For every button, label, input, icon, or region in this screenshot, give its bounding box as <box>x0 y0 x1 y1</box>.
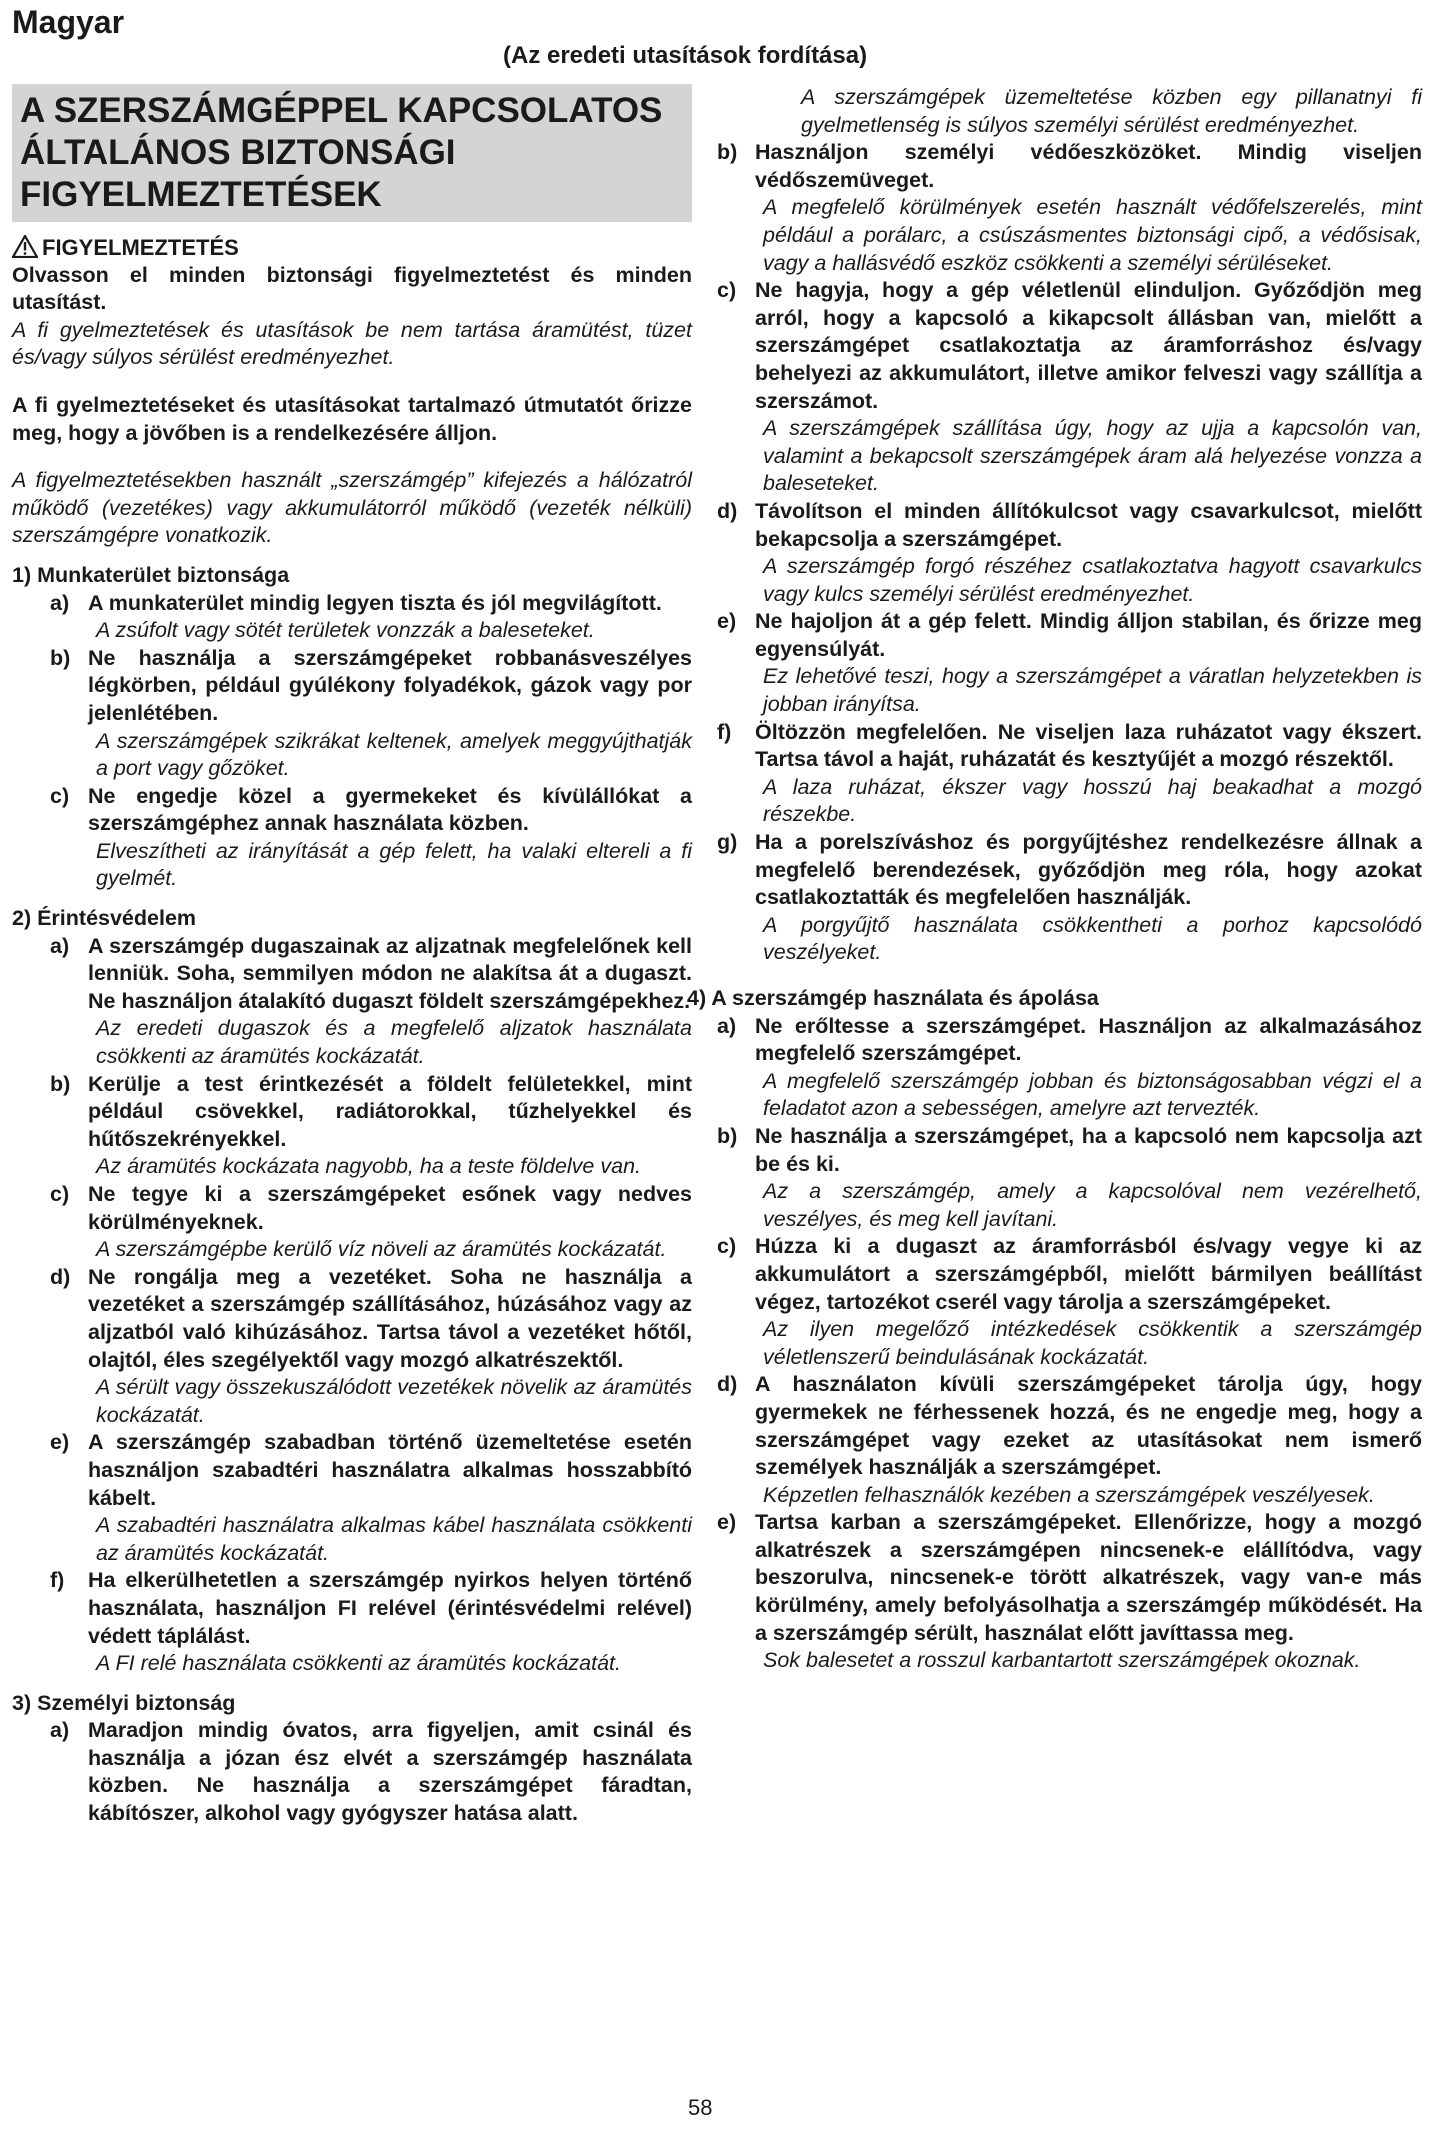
translation-note: (Az eredeti utasítások fordítása) <box>503 42 868 69</box>
list-item <box>717 719 1422 829</box>
warning-heading <box>12 234 692 262</box>
item-bold: Húzza ki a dugaszt az áramforrásból és/vagy vegye ki az akkumulátort a szerszámgépből, mielőtt bármilyen beállítást végez, tartozékot cserél vagy tárolja a szerszámgépeket. <box>755 1234 1422 1314</box>
page-title: A SZERSZÁMGÉPPEL KAPCSOLATOS ÁLTALÁNOS BIZTONSÁGI FIGYELMEZTETÉSEK <box>12 84 692 222</box>
list-item <box>717 1371 1422 1509</box>
item-bold: Kerülje a test érintkezését a földelt felületekkel, mint például csövekkel, radiátorokkal, tűzhelyekkel és hűtőszekrényekkel. <box>88 1071 692 1151</box>
item-label: b) <box>50 1071 71 1096</box>
list-item <box>50 1181 692 1264</box>
item-label: f) <box>717 719 732 744</box>
item-italic: A sérült vagy összekuszálódott vezetékek növelik az áramütés kockázatát. <box>96 1375 692 1427</box>
item-italic: A szerszámgépbe kerülő víz növeli az áramütés kockázatát. <box>96 1237 667 1262</box>
list-item <box>717 608 1422 718</box>
section-heading: 1) Munkaterület biztonsága <box>12 562 290 587</box>
item-italic: Az eredeti dugaszok és a megfelelő aljzatok használata csökkenti az áramütés kockázatát. <box>96 1016 692 1069</box>
item-label: c) <box>717 1234 737 1259</box>
section-heading: 4) A szerszámgép használata és ápolása <box>687 986 1099 1010</box>
item-label: b) <box>50 645 71 670</box>
right-column <box>687 84 1422 1675</box>
list-item <box>717 139 1422 277</box>
item-label: a) <box>50 933 70 958</box>
keep-instructions: A fi gyelmeztetéseket és utasításokat tartalmazó útmutatót őrizze meg, hogy a jövőben is a rendelkezésére álljon. <box>12 392 692 445</box>
item-label: b) <box>717 1123 738 1148</box>
warning-triangle-icon <box>12 235 38 258</box>
list-item <box>50 1567 692 1677</box>
item-bold: Tartsa karban a szerszámgépeket. Ellenőrizze, hogy a mozgó alkatrészek a szerszámgépen nincsenek-e elállítódva, vagy beszorulva, nincsenek-e törött alkatrészek, vagy van-e más körülmény, amely befolyásolhatja a szerszámgép működését. Ha a szerszámgép sérült, használat előtt javíttassa meg. <box>755 1510 1422 1645</box>
item-italic: A szerszámgép forgó részéhez csatlakoztatva hagyott csavarkulcs vagy kulcs személyi sérülést eredményezhet. <box>763 554 1422 606</box>
item-italic: A laza ruházat, ékszer vagy hosszú haj beakadhat a mozgó részekbe. <box>763 774 1422 827</box>
left-column <box>12 84 692 1828</box>
item-italic: A szabadtéri használatra alkalmas kábel használata csökkenti az áramütés kockázatát. <box>96 1513 692 1565</box>
item-bold: Ne rongálja meg a vezetéket. Soha ne használja a vezetéket a szerszámgép szállításához, húzásához vagy az aljzatból való kihúzásához. Tartsa távol a vezetéket hőtől, olajtól, éles szegélyektől vagy mozgó alkatrészektől. <box>88 1264 692 1372</box>
item-bold: Ne engedje közel a gyermekeket és kívülállókat a szerszámgéphez annak használata közben. <box>88 783 692 836</box>
item-italic: A szerszámgépek szállítása úgy, hogy az ujja a kapcsolón van, valamint a bekapcsolt szerszámgépek áram alá helyezése vonzza a baleseteket. <box>763 416 1422 496</box>
list-item <box>50 590 692 645</box>
warning-italic: A fi gyelmeztetések és utasítások be nem tartása áramütést, tüzet és/vagy súlyos sérülést eredményezhet. <box>12 317 692 370</box>
item-label: e) <box>717 609 737 634</box>
item-label: d) <box>717 498 738 523</box>
item-italic: A szerszámgépek üzemeltetése közben egy pillanatnyi fi gyelmetlenség is súlyos személyi sérülést eredményezhet. <box>801 85 1422 137</box>
list-item <box>717 498 1422 608</box>
item-italic: A megfelelő körülmények esetén használt védőfelszerelés, mint például a porálarc, a csúszásmentes biztonsági cipő, a védősisak, vagy a hallásvédő eszköz csökkenti a személyi sérüléseket. <box>763 195 1422 275</box>
warning-heading-text: FIGYELMEZTETÉS <box>42 235 239 260</box>
item-bold: Maradjon mindig óvatos, arra figyeljen, amit csinál és használja a józan ész elvét a szerszámgép használata közben. Ne használja a szerszámgépet fáradtan, kábítószer, alkohol vagy gyógyszer hatása alatt. <box>88 1718 692 1826</box>
language-label: Magyar <box>12 4 125 40</box>
item-label: g) <box>717 830 738 855</box>
list-item <box>50 1071 692 1181</box>
item-label: a) <box>717 1013 737 1038</box>
list-item <box>717 1509 1422 1675</box>
item-italic: Az áramütés kockázata nagyobb, ha a teste földelve van. <box>96 1154 641 1179</box>
item-italic: A porgyűjtő használata csökkentheti a porhoz kapcsolódó veszélyeket. <box>763 912 1422 965</box>
item-italic: A zsúfolt vagy sötét területek vonzzák a baleseteket. <box>96 618 595 643</box>
list-item <box>717 1233 1422 1371</box>
item-label: b) <box>717 140 738 165</box>
item-label: e) <box>717 1510 737 1535</box>
item-italic: Képzetlen felhasználók kezében a szerszámgépek veszélyesek. <box>763 1482 1375 1507</box>
list-item <box>50 933 692 1071</box>
item-label: d) <box>50 1264 71 1289</box>
item-italic: Elveszítheti az irányítását a gép felett, ha valaki eltereli a fi gyelmét. <box>96 838 692 891</box>
item-bold: Öltözzön megfelelően. Ne viseljen laza ruházatot vagy ékszert. Tartsa távol a haját, ruházatát és kesztyűjét a mozgó részektől. <box>755 719 1422 772</box>
item-italic: A megfelelő szerszámgép jobban és biztonságosabban végzi el a feladatot azon a sebességen, amelyre azt tervezték. <box>763 1068 1422 1121</box>
item-label: c) <box>50 783 70 808</box>
list-item <box>717 1013 1422 1123</box>
item-label: d) <box>717 1372 738 1397</box>
item-bold: Ha elkerülhetetlen a szerszámgép nyirkos helyen történő használata, használjon FI relével (érintésvédelmi relével) védett táplálást. <box>88 1568 692 1648</box>
list-item <box>50 1264 692 1430</box>
item-label: a) <box>50 1718 70 1743</box>
section-heading: 3) Személyi biztonság <box>12 1690 236 1715</box>
list-item <box>717 277 1422 498</box>
item-label: c) <box>717 278 737 303</box>
section-heading: 2) Érintésvédelem <box>12 906 197 931</box>
item-italic: A szerszámgépek szikrákat keltenek, amelyek meggyújthatják a port vagy gőzöket. <box>96 728 692 781</box>
list-item <box>50 783 692 893</box>
page-number: 58 <box>688 2095 713 2120</box>
item-bold: Használjon személyi védőeszközöket. Mindig viseljen védőszemüveget. <box>755 140 1422 192</box>
item-bold: A munkaterület mindig legyen tiszta és jól megvilágított. <box>88 590 662 615</box>
list-item <box>50 1429 692 1567</box>
item-bold: A szerszámgép dugaszainak az aljzatnak megfelelőnek kell lenniük. Soha, semmilyen módon ne alakítsa át a dugaszt. Ne használjon átalakító dugaszt földelt szerszámgépekhez. <box>88 933 692 1013</box>
item-bold: Ne hajoljon át a gép felett. Mindig álljon stabilan, és őrizze meg egyensúlyát. <box>755 609 1422 661</box>
term-definition: A figyelmeztetésekben használt „szerszámgép” kifejezés a hálózatról működő (vezetékes) vagy akkumulátorról működő (vezeték nélküli) szerszámgépre vonatkozik. <box>12 468 692 548</box>
warning-bold: Olvasson el minden biztonsági figyelmeztetést és minden utasítást. <box>12 262 692 315</box>
item-bold: Ha a porelszíváshoz és porgyűjtéshez rendelkezésre állnak a megfelelő berendezések, győződjön meg róla, hogy azokat csatlakoztatták és megfelelően használják. <box>755 830 1422 910</box>
item-label: a) <box>50 590 70 615</box>
item-bold: Ne használja a szerszámgépeket robbanásveszélyes légkörben, például gyúlékony folyadékok, gázok vagy por jelenlétében. <box>88 645 692 725</box>
item-italic: Sok balesetet a rosszul karbantartott szerszámgépek okoznak. <box>763 1648 1361 1673</box>
item-italic: Az ilyen megelőző intézkedések csökkentik a szerszámgép véletlenszerű beindulásának kockázatát. <box>763 1317 1422 1369</box>
item-bold: Ne tegye ki a szerszámgépeket esőnek vagy nedves körülményeknek. <box>88 1182 692 1234</box>
item-bold: Távolítson el minden állítókulcsot vagy csavarkulcsot, mielőtt bekapcsolja a szerszámgépet. <box>755 498 1422 551</box>
item-bold: A használaton kívüli szerszámgépeket tárolja úgy, hogy gyermekek ne férhessenek hozzá, és ne engedje meg, hogy a szerszámgépet vagy ezeket az utasításokat nem ismerő személyek használják a szerszámgépet. <box>755 1372 1422 1480</box>
item-italic: Az a szerszámgép, amely a kapcsolóval nem vezérelhető, veszélyes, és meg kell javítani. <box>763 1179 1422 1231</box>
item-bold: Ne hagyja, hogy a gép véletlenül elinduljon. Győződjön meg arról, hogy a kapcsoló a kikapcsolt állásban van, mielőtt a szerszámgépet csatlakoztatja az áramforráshoz és/vagy behelyezi az akkumulátort, illetve amikor felveszi vagy szállítja a szerszámot. <box>755 278 1422 413</box>
item-label: c) <box>50 1182 70 1206</box>
item-label: f) <box>50 1568 65 1593</box>
list-item-continued <box>755 84 1422 139</box>
item-italic: Ez lehetővé teszi, hogy a szerszámgépet a váratlan helyzetekben is jobban irányítsa. <box>763 664 1422 717</box>
item-bold: A szerszámgép szabadban történő üzemeltetése esetén használjon szabadtéri használatra alkalmas hosszabbító kábelt. <box>88 1430 692 1510</box>
item-italic: A FI relé használata csökkenti az áramütés kockázatát. <box>96 1651 622 1676</box>
list-item <box>50 645 692 783</box>
list-item <box>50 1717 692 1827</box>
list-item <box>717 829 1422 967</box>
list-item <box>717 1123 1422 1233</box>
item-bold: Ne erőltesse a szerszámgépet. Használjon az alkalmazásához megfelelő szerszámgépet. <box>755 1013 1422 1066</box>
item-label: e) <box>50 1430 70 1455</box>
item-bold: Ne használja a szerszámgépet, ha a kapcsoló nem kapcsolja azt be és ki. <box>755 1123 1422 1176</box>
